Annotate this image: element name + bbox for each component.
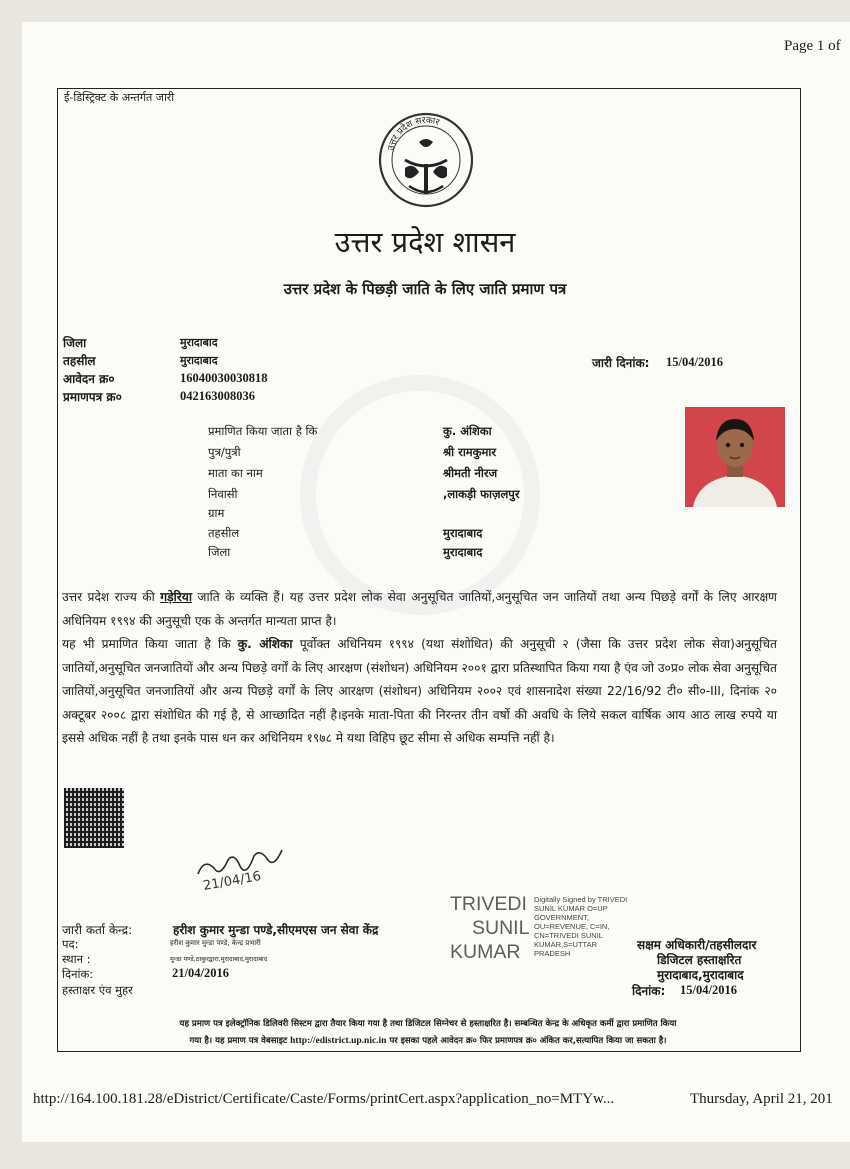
certificate-number-label: प्रमाणपत्र क्र०: [63, 390, 122, 404]
father-name: श्री रामकुमार: [443, 445, 497, 459]
mother-name: श्रीमती नीरज: [443, 466, 498, 480]
issuing-center-label: जारी कर्ता केन्द्र:: [62, 923, 133, 937]
signer-name-line3: KUMAR: [450, 941, 521, 963]
emblem-text: उत्तर प्रदेश सरकार: [386, 115, 441, 152]
certificate-title: उत्तर प्रदेश के पिछड़ी जाति के लिए जाति प्रमाण पत्र: [283, 280, 567, 298]
issuer-date-label: दिनांक:: [62, 967, 94, 981]
para1-lead: उत्तर प्रदेश राज्य की: [62, 590, 155, 604]
para1-rest: जाति के व्यक्ति हैं। यह उत्तर प्रदेश लोक सेवा अनुसूचित जातियों,अनुसूचित जन जातियों तथा अन्य पिछड़े वर्गों के लिए आरक्षण अधिनियम १९९४ की अनुसूची एक के अन्तर्गत मान्यता प्राप्त है।: [62, 590, 777, 628]
application-number-value: 16040030030818: [180, 371, 268, 385]
applicant-photo: [685, 407, 785, 507]
signature-date: 21/04/16: [202, 869, 263, 894]
print-url: http://164.100.181.28/eDistrict/Certificate/Caste/Forms/printCert.aspx?application_no=MTYw...: [33, 1091, 615, 1107]
resident-label: निवासी: [208, 487, 238, 501]
certify-label: प्रमाणित किया जाता है कि: [208, 424, 318, 438]
footer-line1: यह प्रमाण पत्र इलेक्ट्रॉनिक डिलिवरी सिस्टम द्वारा तैयार किया गया है तथा डिजिटल सिग्नेचर से हस्ताक्षरित है। सम्बन्धित केन्द्र के अधिकृत कर्मी द्वारा प्रमाणित किया: [179, 1019, 677, 1029]
post-value: हरीश कुमार मुन्डा पण्डे, केन्द्र प्रभारी: [170, 939, 261, 947]
issue-date-value: 15/04/2016: [666, 355, 723, 369]
page-number: Page 1 of: [784, 38, 841, 54]
para2-rest: पूर्वोक्त अधिनियम १९९४ (यथा संशोधित) की अनुसूची २ (जैसा कि उत्तर प्रदेश लोक सेवा)अनुसूचित जातियों,अनुसूचित जनजातियों और अन्य पिछड़े वर्गों के लिए आरक्षण (संशोधन) अधिनियम २००१ द्वारा प्रतिस्थापित किया गया है एंव जो उ०प्र० लोक सेवा अनुसूचित जातियों,अनुसूचित जनजातियों और अन्य पिछड़े वर्गों के लिए आरक्षण (संशोधन) अधिनियम २००२ एवं शासनादेश संख्या 22/16/92 टी० सी०-III, दिनांक २० अक्टूबर २००८ द्वारा संशोधित की गई है, से आच्छादित नहीं है।इनके माता-पिता की निरन्तर तीन वर्षो की अवधि के लिये सकल वार्षिक आय आठ लाख रुपये या इससे अधिक नहीं है तथा इनके पास धन कर अधिनियम १९७८ मे यथा विहिप छूट सीमा से अधिक सम्पत्ति नहीं है।: [62, 637, 777, 746]
edistrict-note: ई-डिस्ट्रिक्ट के अन्तर्गत जारी: [64, 91, 175, 104]
footer-url: http://edistrict.up.nic.in: [290, 1036, 387, 1046]
certificate-number-value: 042163008036: [180, 389, 255, 403]
government-title: उत्तर प्रदेश शासन: [334, 225, 516, 259]
place-value: मुन्डा पण्डे,ठाकुरद्वारा,मुरादाबाद,मुरादाबाद: [170, 955, 268, 963]
person-tehsil-label: तहसील: [208, 526, 240, 540]
applicant-name: कु. अंशिका: [443, 424, 492, 438]
signature-seal-label: हस्ताक्षर एंव मुहर: [62, 983, 133, 997]
print-date: Thursday, April 21, 201: [690, 1091, 833, 1107]
authority-title: सक्षम अधिकारी/तहसीलदार: [637, 938, 757, 952]
issue-date-label: जारी दिनांक:: [592, 356, 650, 370]
footer-note: [62, 1016, 794, 1050]
footer-line2-lead: गया है। यह प्रमाण पत्र वेबसाइट: [189, 1036, 288, 1046]
digital-signature-block: [450, 892, 628, 964]
authority-date-value: 15/04/2016: [680, 983, 737, 997]
caste-name: गड़ेरिया: [160, 590, 192, 604]
up-emblem-icon: [375, 112, 477, 208]
caste-statement-paragraph: [62, 586, 777, 633]
footer-line2: [62, 1033, 794, 1050]
para2-lead: यह भी प्रमाणित किया जाता है कि: [62, 637, 231, 651]
issuing-center-value: हरीश कुमार मुन्डा पण्डे,सीएमएस जन सेवा केंद्र: [173, 923, 379, 937]
signer-name-line1: TRIVEDI: [450, 893, 527, 915]
place-label: स्थान :: [62, 952, 91, 966]
issuer-date-value: 21/04/2016: [172, 966, 229, 980]
person-tehsil-value: मुरादाबाद: [443, 526, 483, 540]
person-district-value: मुरादाबाद: [443, 545, 483, 559]
tehsil-value: मुरादाबाद: [180, 354, 218, 367]
post-label: पद:: [62, 937, 79, 951]
authority-date-label: दिनांक:: [632, 984, 666, 998]
signer-name-line2: SUNIL: [472, 917, 530, 939]
certification-paragraph: [62, 633, 777, 751]
authority-sign-type: डिजिटल हस्ताक्षरित: [657, 953, 742, 967]
district-label: जिला: [63, 336, 87, 350]
signature-details: Digitally Signed by TRIVEDI SUNIL KUMAR O=UP GOVERNMENT, OU=REVENUE, C=IN, CN=TRIVEDI SUNIL KUMAR,S=UTTAR PRADESH: [534, 895, 628, 958]
footer-line2-rest: पर इसका पहले आवेदन क्र० फिर प्रमाणपत्र क्र० अंकित कर,सत्यापित किया जा सकता है।: [389, 1036, 667, 1046]
village-label: ग्राम: [208, 506, 225, 520]
application-number-label: आवेदन क्र०: [63, 372, 115, 386]
handwritten-signature: [190, 838, 290, 898]
person-district-label: जिला: [208, 545, 231, 559]
parent-label: पुत्र/पुत्री: [208, 445, 241, 459]
mother-name-label: माता का नाम: [208, 466, 263, 480]
qr-code: [64, 788, 124, 848]
district-value: मुरादाबाद: [180, 336, 218, 349]
authority-location: मुरादाबाद,मुरादाबाद: [657, 968, 744, 982]
resident-value: ,लाकड़ी फाज़लपुर: [443, 487, 520, 501]
tehsil-label: तहसील: [63, 354, 96, 368]
applicant-portrait-icon: [685, 407, 785, 507]
para2-applicant-name: कु. अंशिका: [237, 637, 293, 651]
